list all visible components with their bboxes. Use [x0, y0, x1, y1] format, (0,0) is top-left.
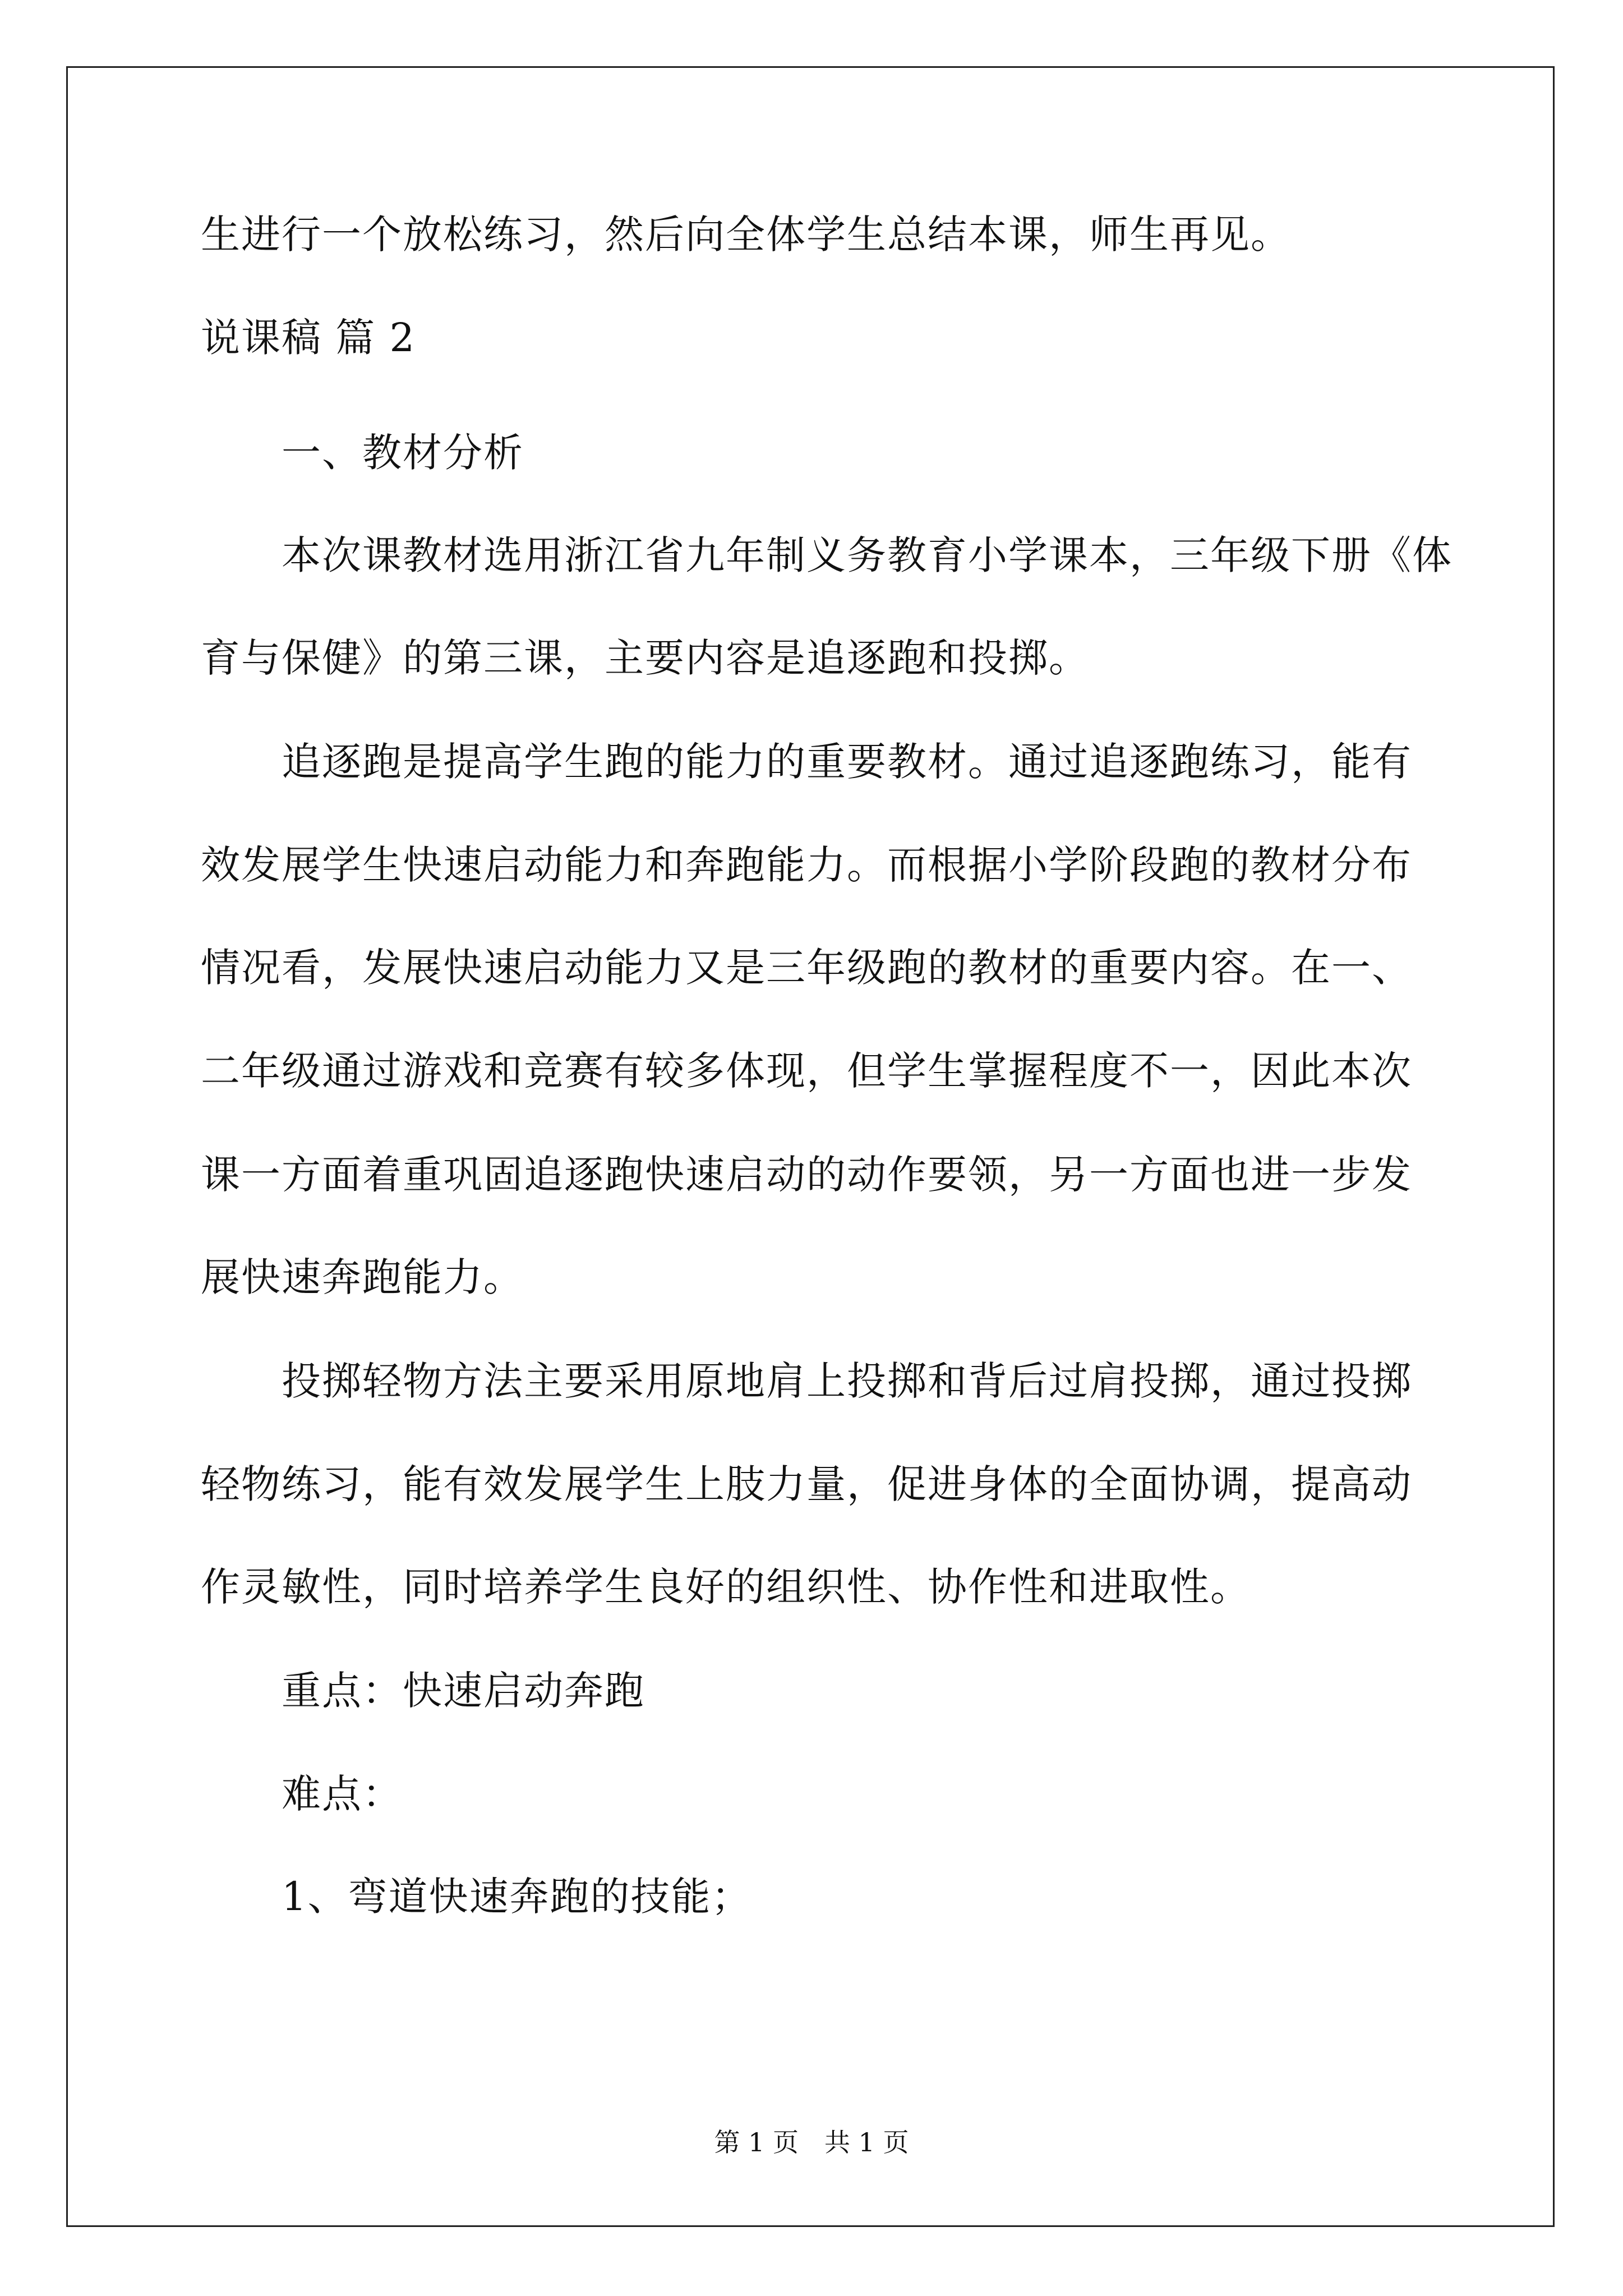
- section-heading: 说课稿 篇 2: [201, 315, 416, 361]
- text-line: 轻物练习，能有效发展学生上肢力量，促进身体的全面协调，提高动: [201, 1461, 1412, 1507]
- text-line: 展快速奔跑能力。: [201, 1254, 524, 1300]
- text-line: 投掷轻物方法主要采用原地肩上投掷和背后过肩投掷，通过投掷: [282, 1358, 1412, 1404]
- text-line: 课一方面着重巩固追逐跑快速启动的动作要领，另一方面也进一步发: [201, 1152, 1412, 1198]
- text-line: 难点：: [282, 1771, 403, 1817]
- text-line: 1、弯道快速奔跑的技能；: [282, 1874, 752, 1920]
- subsection-heading: 一、教材分析: [282, 430, 524, 476]
- text-line: 情况看，发展快速启动能力又是三年级跑的教材的重要内容。在一、: [201, 945, 1412, 991]
- text-line: 生进行一个放松练习，然后向全体学生总结本课，师生再见。: [201, 211, 1291, 257]
- text-line: 育与保健》的第三课，主要内容是追逐跑和投掷。: [201, 635, 1089, 681]
- text-line: 作灵敏性，同时培养学生良好的组织性、协作性和进取性。: [201, 1564, 1251, 1610]
- text-line: 追逐跑是提高学生跑的能力的重要教材。通过追逐跑练习，能有: [282, 739, 1412, 785]
- text-line: 二年级通过游戏和竞赛有较多体现，但学生掌握程度不一，因此本次: [201, 1048, 1412, 1094]
- text-line: 本次课教材选用浙江省九年制义务教育小学课本，三年级下册《体: [282, 532, 1453, 578]
- page-footer: 第 1 页 共 1 页: [714, 2127, 909, 2157]
- text-line: 重点：快速启动奔跑: [282, 1668, 645, 1714]
- text-line: 效发展学生快速启动能力和奔跑能力。而根据小学阶段跑的教材分布: [201, 842, 1412, 888]
